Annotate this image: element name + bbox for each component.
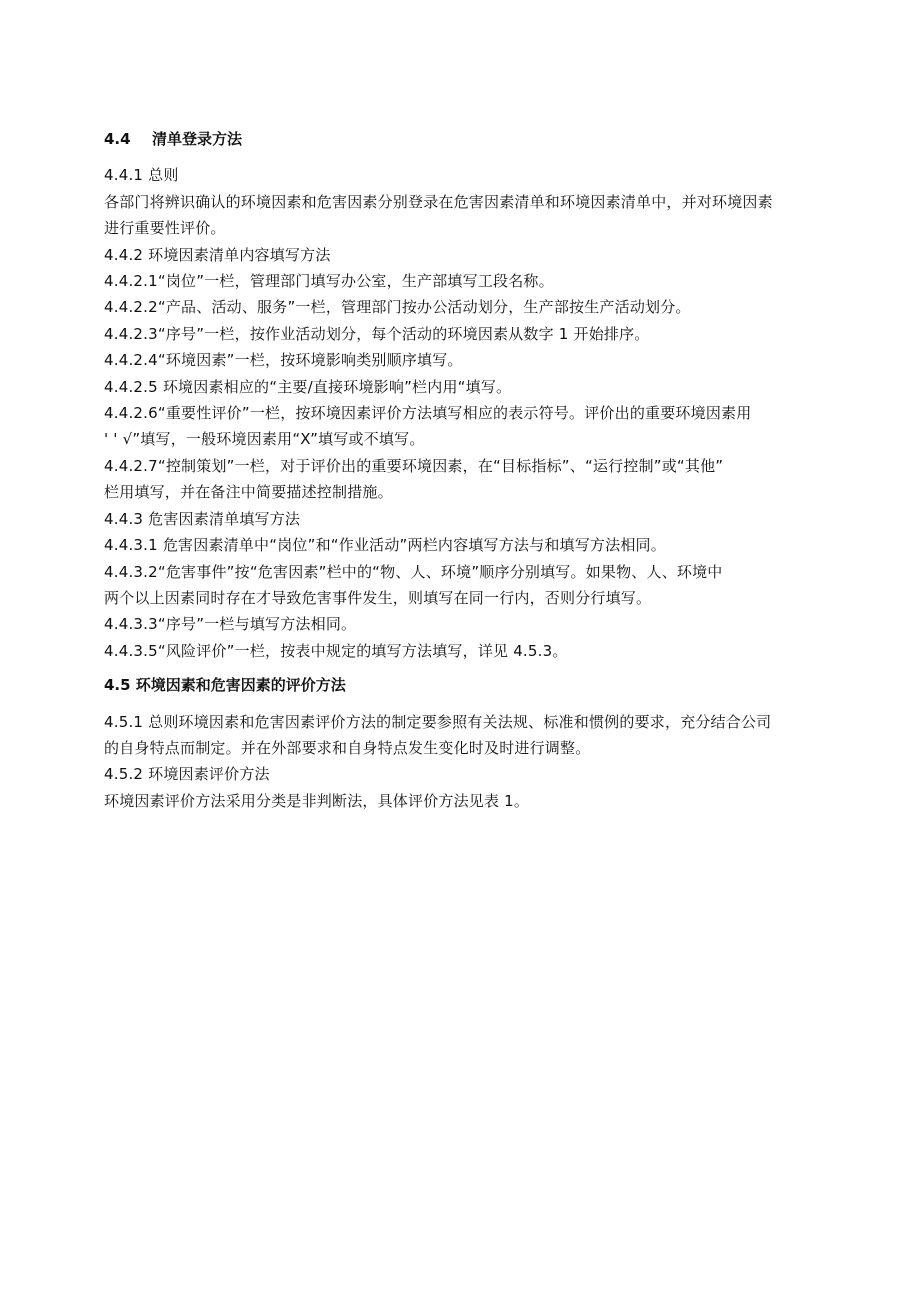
- paragraph-line: 4.4.3.1 危害因素清单中“岗位”和“作业活动”两栏内容填写方法与和填写方法相同。: [104, 536, 666, 555]
- paragraph-line: 的自身特点而制定。并在外部要求和自身特点发生变化时及时进行调整。: [104, 738, 591, 757]
- paragraph-line: 4.4.2 环境因素清单内容填写方法: [104, 245, 331, 264]
- paragraph-line: 4.4.2.5 环境因素相应的“主要/直接环境影响”栏内用“填写。: [104, 377, 512, 396]
- paragraph-line: 4.4.2.3“序号”一栏，按作业活动划分，每个活动的环境因素从数字 1 开始排序。: [104, 324, 650, 343]
- section-heading-4-5: 4.5 环境因素和危害因素的评价方法: [104, 676, 346, 695]
- paragraph-line: 两个以上因素同时存在才导致危害事件发生，则填写在同一行内，否则分行填写。: [104, 588, 652, 607]
- paragraph-line: 栏用填写，并在备注中简要描述控制措施。: [104, 483, 393, 502]
- paragraph-line: 4.4.2.7“控制策划”一栏，对于评价出的重要环境因素，在“目标指标”、“运行控制”或“其他”: [104, 456, 724, 475]
- paragraph-line: 4.4.3 危害因素清单填写方法: [104, 509, 301, 528]
- paragraph-line: 4.4.2.4“环境因素”一栏，按环境影响类别顺序填写。: [104, 351, 463, 370]
- paragraph-line: ' ' √”填写，一般环境因素用“X”填写或不填写。: [104, 430, 425, 449]
- paragraph-line: 4.5.1 总则环境因素和危害因素评价方法的制定要参照有关法规、标准和惯例的要求，充分结合公司: [104, 712, 772, 731]
- paragraph-line: 4.4.1 总则: [104, 166, 179, 185]
- paragraph-line: 各部门将辨识确认的环境因素和危害因素分别登录在危害因素清单和环境因素清单中，并对环境因素: [104, 192, 773, 211]
- section-title: 清单登录方法: [152, 130, 243, 148]
- paragraph-line: 4.5.2 环境因素评价方法: [104, 765, 270, 784]
- paragraph-line: 环境因素评价方法采用分类是非判断法，具体评价方法见表 1。: [104, 791, 530, 810]
- section-heading-4-4: [104, 126, 864, 152]
- paragraph-line: 4.4.3.2“危害事件”按“危害因素”栏中的“物、人、环境”顺序分别填写。如果物、人、环境中: [104, 562, 723, 581]
- paragraph-line: 进行重要性评价。: [104, 219, 226, 238]
- paragraph-line: 4.4.2.6“重要性评价”一栏，按环境因素评价方法填写相应的表示符号。评价出的重要环境因素用: [104, 404, 752, 423]
- paragraph-line: 4.4.2.2“产品、活动、服务”一栏，管理部门按办公活动划分，生产部按生产活动划分。: [104, 298, 691, 317]
- paragraph-line: 4.4.3.3“序号”一栏与填写方法相同。: [104, 615, 357, 634]
- section-number: 4.4: [104, 130, 131, 148]
- paragraph-line: 4.4.2.1“岗位”一栏，管理部门填写办公室，生产部填写工段名称。: [104, 272, 554, 291]
- document-page: [104, 126, 864, 814]
- paragraph-line: 4.4.3.5“风险评价”一栏，按表中规定的填写方法填写，详见 4.5.3。: [104, 641, 568, 660]
